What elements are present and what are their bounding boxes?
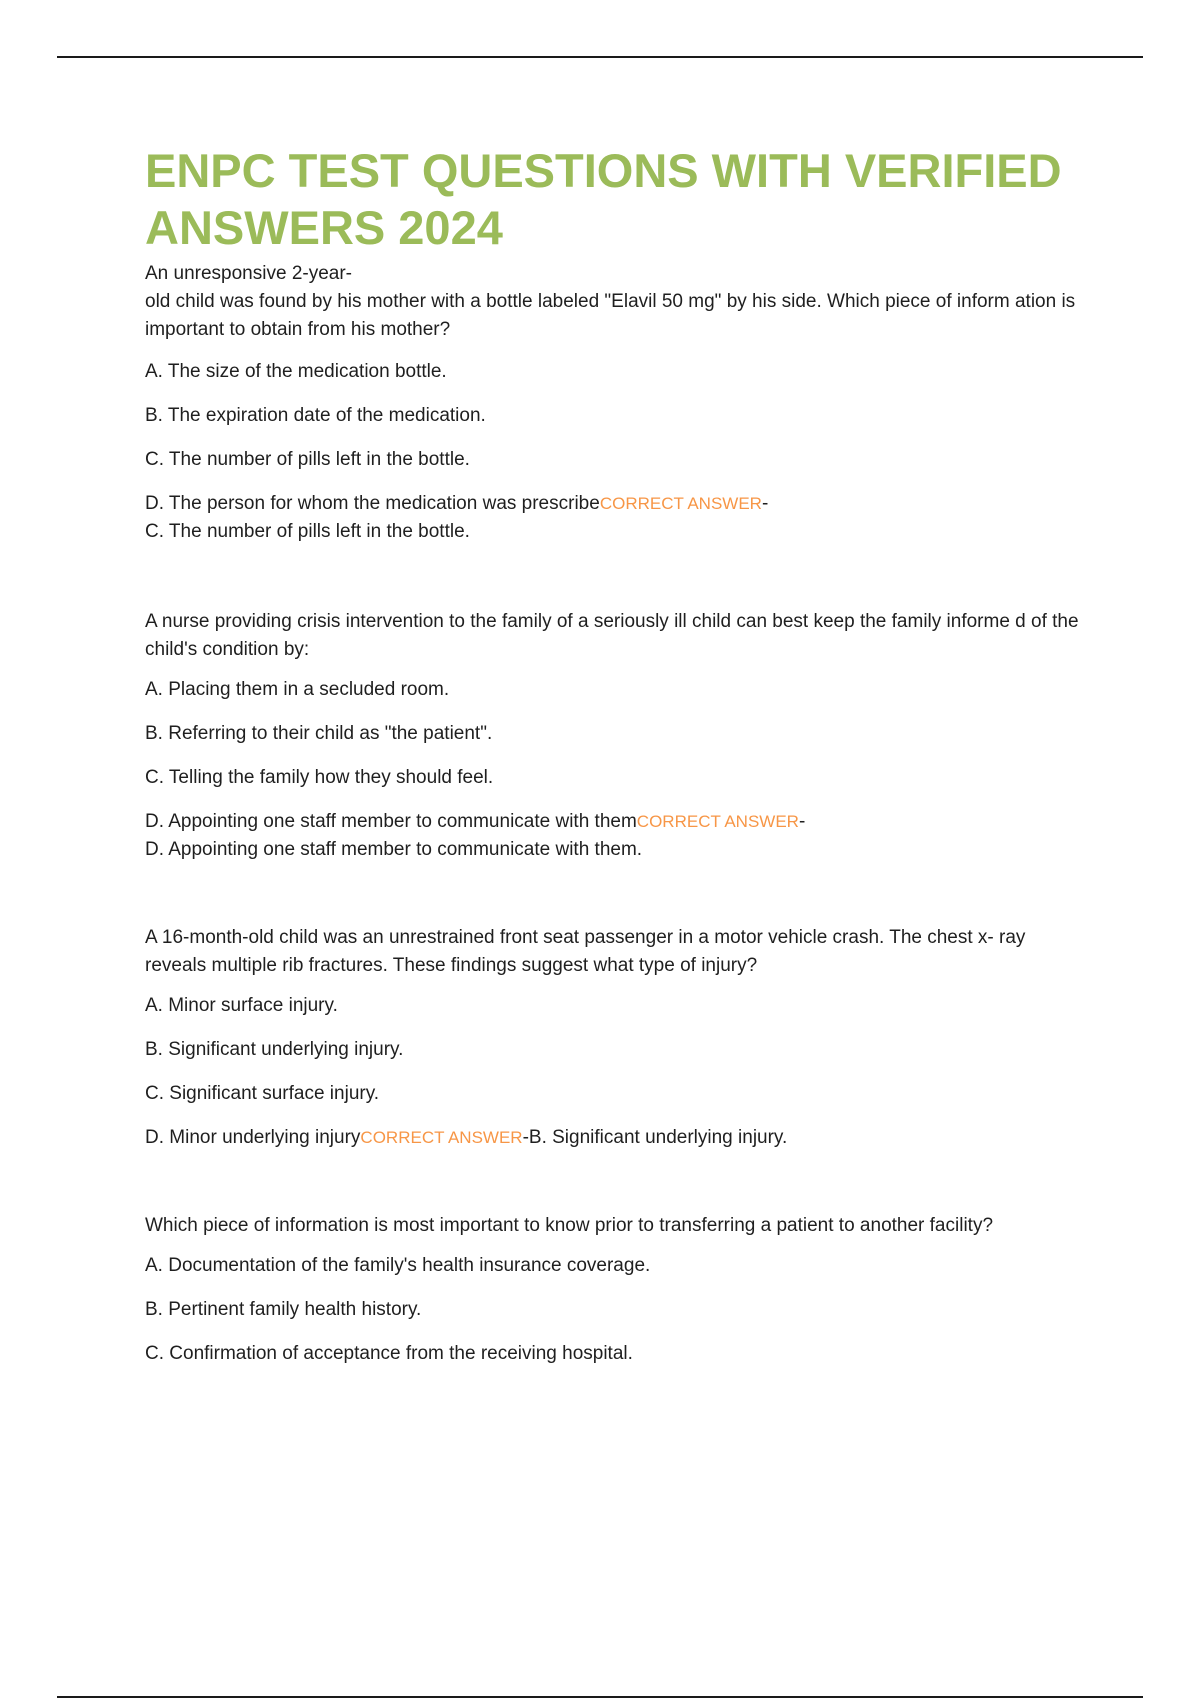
question-stem: A nurse providing crisis intervention to the family of a seriously ill child can best keep the family informe d of the child's condition by: bbox=[145, 611, 1079, 660]
option-d-text: D. Minor underlying injury bbox=[145, 1127, 361, 1148]
correct-answer-tag: CORRECT ANSWER bbox=[636, 812, 799, 831]
bottom-rule bbox=[57, 1696, 1143, 1698]
question-stem: A 16-month-old child was an unrestrained front seat passenger in a motor vehicle crash. The chest x- ray reveals multiple rib fractures. These findings suggest what type of injury? bbox=[145, 927, 1026, 976]
question-block bbox=[145, 924, 1090, 1152]
question-block bbox=[145, 260, 1090, 546]
document-title: ENPC TEST QUESTIONS WITH VERIFIED ANSWERS 2024 bbox=[145, 144, 1062, 254]
option-c: C. Significant surface injury. bbox=[145, 1083, 380, 1104]
correct-answer-tag: CORRECT ANSWER bbox=[360, 1128, 523, 1147]
correct-answer-tag: CORRECT ANSWER bbox=[599, 494, 762, 513]
document-body bbox=[145, 142, 1090, 1428]
option-b: B. Pertinent family health history. bbox=[145, 1299, 422, 1320]
answer-suffix: - bbox=[761, 493, 769, 514]
option-c: C. The number of pills left in the bottle. bbox=[145, 449, 470, 470]
option-b: B. The expiration date of the medication. bbox=[145, 405, 486, 426]
option-c: C. Confirmation of acceptance from the receiving hospital. bbox=[145, 1343, 633, 1364]
option-b: B. Referring to their child as "the patient". bbox=[145, 723, 493, 744]
option-a: A. Minor surface injury. bbox=[145, 995, 338, 1016]
question-stem: Which piece of information is most important to know prior to transferring a patient to another facility? bbox=[145, 1215, 994, 1236]
option-d bbox=[145, 808, 1090, 836]
question-block bbox=[145, 1212, 1090, 1368]
question-stem bbox=[145, 260, 1090, 344]
question-stem-line: An unresponsive 2-year- bbox=[145, 263, 352, 284]
option-b: B. Significant underlying injury. bbox=[145, 1039, 404, 1060]
option-a: A. Documentation of the family's health insurance coverage. bbox=[145, 1255, 651, 1276]
option-d-text: D. Appointing one staff member to communicate with them bbox=[145, 811, 637, 832]
option-d bbox=[145, 490, 1090, 518]
option-c: C. Telling the family how they should feel. bbox=[145, 767, 494, 788]
correct-answer: C. The number of pills left in the bottle. bbox=[145, 521, 470, 542]
top-rule bbox=[57, 56, 1143, 58]
option-a: A. Placing them in a secluded room. bbox=[145, 679, 450, 700]
option-a: A. The size of the medication bottle. bbox=[145, 361, 447, 382]
answer-suffix: - bbox=[798, 811, 806, 832]
question-block bbox=[145, 608, 1090, 864]
correct-answer: D. Appointing one staff member to communicate with them. bbox=[145, 839, 643, 860]
option-d bbox=[145, 1124, 1090, 1152]
question-stem-text: old child was found by his mother with a bottle labeled "Elavil 50 mg" by his side. Which piece of inform ation is important to obtain from his mother? bbox=[145, 291, 1076, 340]
correct-answer: -B. Significant underlying injury. bbox=[522, 1127, 788, 1148]
option-d-text: D. The person for whom the medication was prescribe bbox=[145, 493, 600, 514]
